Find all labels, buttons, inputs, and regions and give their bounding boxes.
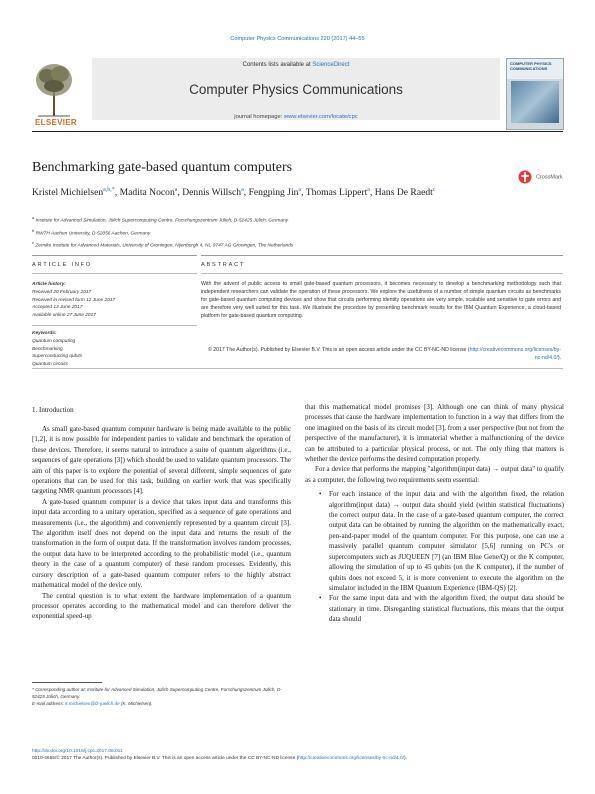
- email-link[interactable]: k.michielsen@fz-juelich.de: [65, 701, 120, 706]
- license-link[interactable]: http://creativecommons.org/licenses/by-nc-nd/4.0/: [469, 347, 561, 361]
- crossmark-label: CrossMark: [536, 174, 563, 181]
- footnote: * Corresponding author at: Institute for Advanced Simulation, Jülich Supercomputing Centre, Forschungszentrum Jülich, D-52425 Jülich, Germany. E-mail address: k.michielsen@fz-juelich.de (K. Michielsen).: [32, 686, 291, 707]
- journal-title: Computer Physics Communications: [189, 82, 403, 97]
- author[interactable]: Dennis Willsch$^a$: [182, 187, 244, 199]
- sciencedirect-link[interactable]: ScienceDirect: [312, 62, 350, 68]
- paragraph: that this mathematical model promises [3]. Although one can think of many physical processes that cause the hardware implementation to function in a way that differs from the one imagined on the basis of its circuit model [3], from a user perspective (but not from the perspective of the manufacturer), it is immaterial whether a malfunctioning of the device can be attributed to a particular physical process, or not. The only thing that matters is whether the device performs the desired computation properly.: [305, 403, 564, 464]
- article-title: Benchmarking gate-based quantum computers: [32, 160, 293, 175]
- abstract-text: With the advent of public access to small gate-based quantum processors, it becomes necessary to develop a benchmarking methodology such that independent researchers can validate the operation of these processors. We explore the usefulness of a number of simple quantum circuits as benchmarks for gate-based quantum computing devices and show that circuits performing identity operations are very simple, scalable and sensitive to gate errors and are therefore very well suited for this task. We illustrate the procedure by presenting benchmark results for the IBM Quantum Experience, a cloud-based platform for gate-based quantum computing.: [201, 281, 561, 319]
- history-item: Accepted 13 June 2017: [32, 305, 83, 311]
- author[interactable]: Hans De Raedt$^c$: [374, 187, 436, 199]
- abstract-bottom-rule: [32, 368, 563, 369]
- paragraph: The central question is to what extent the hardware implementation of a quantum processor operates according to the mathematical model and can therefore deliver the exponential speed-up: [32, 591, 291, 621]
- cover-title: COMPUTER PHYSICS COMMUNICATIONS: [510, 61, 552, 71]
- keywords-rule: [32, 325, 197, 326]
- homepage-prefix: journal homepage:: [234, 114, 284, 120]
- contents-line: [92, 62, 500, 68]
- bottom-info: http://dx.doi.org/10.1016/j.cpc.2017.06.011 0010-4655/© 2017 The Author(s). Published by Elsevier B.V. This is an open access article under the CC BY-NC-ND license (http://creativecommons.org/licenses/by-nc-nd/4.0/).: [32, 748, 563, 763]
- paragraph: A gate-based quantum computer is a device that takes input data and transforms this input data according to a unitary operation, specified as a sequence of gate operations and measurements (i.e., the algorithm) and conveniently represented by a quantum circuit [3]. The algorithm itself does not depend on the input data and returns the result of the transformation in the form of output data. If the transformation involves random processes, the output data have to be interpreted according to the probabilistic model (i.e., quantum theory in the case of a quantum computer) of these random processes. Evidently, this cursory description of a gate-based quantum computer refers to the highly abstract mathematical model of the device only.: [32, 497, 291, 590]
- keyword: Quantum computing: [32, 338, 76, 344]
- homepage-link[interactable]: www.elsevier.com/locate/cpc: [283, 114, 358, 120]
- author[interactable]: Fengping Jin$^a$: [248, 187, 302, 199]
- abstract-rule-top: [201, 255, 563, 256]
- author[interactable]: Kristel Michielsen$^{a,b,*}$: [32, 187, 115, 199]
- affiliation: $^b$ RWTH Aachen University, D-52056 Aachen, Germany: [32, 227, 151, 237]
- elsevier-tree-logo: [32, 58, 76, 122]
- affiliation: $^c$ Zernike Institute for Advanced Materials, University of Groningen, Nijenborgh 4, NL-9747 AG Groningen, The Netherlands: [32, 240, 294, 249]
- keywords-label: Keywords:: [32, 331, 57, 336]
- history-item: Received in revised form 12 June 2017: [32, 297, 116, 303]
- article-history: [32, 281, 197, 320]
- keyword: Superconducting qubits: [32, 354, 83, 360]
- affiliations: [32, 213, 563, 251]
- article-info-rule: [32, 273, 197, 274]
- history-item: Available online 27 June 2017: [32, 313, 96, 319]
- corresponding-author-note: * Corresponding author at: Institute for Advanced Simulation, Jülich Supercomputing Centre, Forschungszentrum Jülich, D-52425 Jülich, Germany.: [32, 687, 282, 699]
- publisher-name: ELSEVIER: [35, 118, 77, 127]
- journal-cover-image: [506, 58, 564, 130]
- abstract-heading: ABSTRACT: [201, 262, 246, 268]
- author[interactable]: Madita Nocon$^a$: [119, 187, 178, 199]
- header-rule: [32, 131, 563, 132]
- abstract-rule: [201, 273, 563, 274]
- footnote-rule: [32, 682, 102, 683]
- license-link-bottom[interactable]: http://creativecommons.org/licenses/by-nc-nd/4.0/: [298, 756, 405, 762]
- keywords: [32, 330, 197, 369]
- crossmark-badge[interactable]: [518, 168, 566, 188]
- keyword: Benchmarking: [32, 346, 63, 352]
- journal-homepage: [92, 114, 500, 120]
- paragraph: For a device that performs the mapping "algorithm(input data) → output data" to qualify as a computer, the following two requirements seem essential:: [305, 465, 564, 484]
- doi-link[interactable]: http://dx.doi.org/10.1016/j.cpc.2017.06.011: [32, 749, 123, 754]
- history-item: Received 20 February 2017: [32, 289, 92, 295]
- left-column: [32, 424, 291, 622]
- crossmark-icon: [518, 170, 532, 184]
- keyword: Quantum circuits: [32, 362, 68, 368]
- section-title: 1. Introduction: [32, 406, 74, 414]
- abstract-license: © 2017 The Author(s). Published by Elsevier B.V. This is an open access article under the CC BY-NC-ND license (http://creativecommons.org/licenses/by-nc-nd/4.0/).: [208, 347, 561, 361]
- requirements-list: [305, 489, 564, 624]
- paragraph: As small gate-based quantum computer hardware is being made available to the public [1,2], it is now possible for independent parties to validate and benchmark the operation of these devices. Therefore, it seems natural to introduce a suite of quantum algorithms (i.e., sequences of gate operations [3]) which should be used to validate quantum processors. The aim of this paper is to explore the potential of several different, simple sequences of gate operations that can be used for this task, building on earlier work that was specifically targeting NMR quantum processors [4].: [32, 425, 291, 496]
- author[interactable]: Thomas Lippert$^a$: [305, 187, 370, 199]
- article-info-rule-top: [32, 255, 197, 256]
- contents-prefix: Contents lists available at: [242, 62, 313, 68]
- affiliation: $^a$ Institute for Advanced Simulation, Jülich Supercomputing Centre, Forschungszentrum Jülich, D-52425 Jülich, Germany: [32, 215, 289, 224]
- list-item: • For the same input data and with the algorithm fixed, the output data should be stationary in time. Disregarding statistical fluctuations, this means that the output data should: [305, 593, 564, 624]
- author-list: Kristel Michielsen$^{a,b,*}$, Madita Nocon$^a$, Dennis Willsch$^a$, Fengping Jin$^a$, Thomas Lippert$^a$, Hans De Raedt$^c$: [32, 187, 436, 199]
- right-column: [305, 402, 564, 625]
- article-info-heading: ARTICLE INFO: [32, 262, 93, 268]
- journal-reference[interactable]: Computer Physics Communications 220 (2017) 44–55: [230, 36, 365, 42]
- history-label: Article history:: [32, 282, 66, 287]
- list-item: • For each instance of the input data and with the algorithm fixed, the relation algorithm(input data) → output data should yield (within statistical fluctuations) the correct output data. In the case of a gate-based quantum computer, the correct output data can be obtained by running the algorithm on the mathematically exact, pen-and-paper model of the quantum computer. For this purpose, one can use a massively parallel quantum computer simulator [5,6] running on PC's or supercomputers such as JUQUEEN [7] (an IBM Blue Gene/Q) or the K computer, allowing the simulation of up to 45 qubits (on the K computer), if the number of qubits does not exceed 5, it is more convenient to execute the algorithm on the simulator included in the IBM Quantum Experience (IBM-QS) [2].: [305, 489, 564, 593]
